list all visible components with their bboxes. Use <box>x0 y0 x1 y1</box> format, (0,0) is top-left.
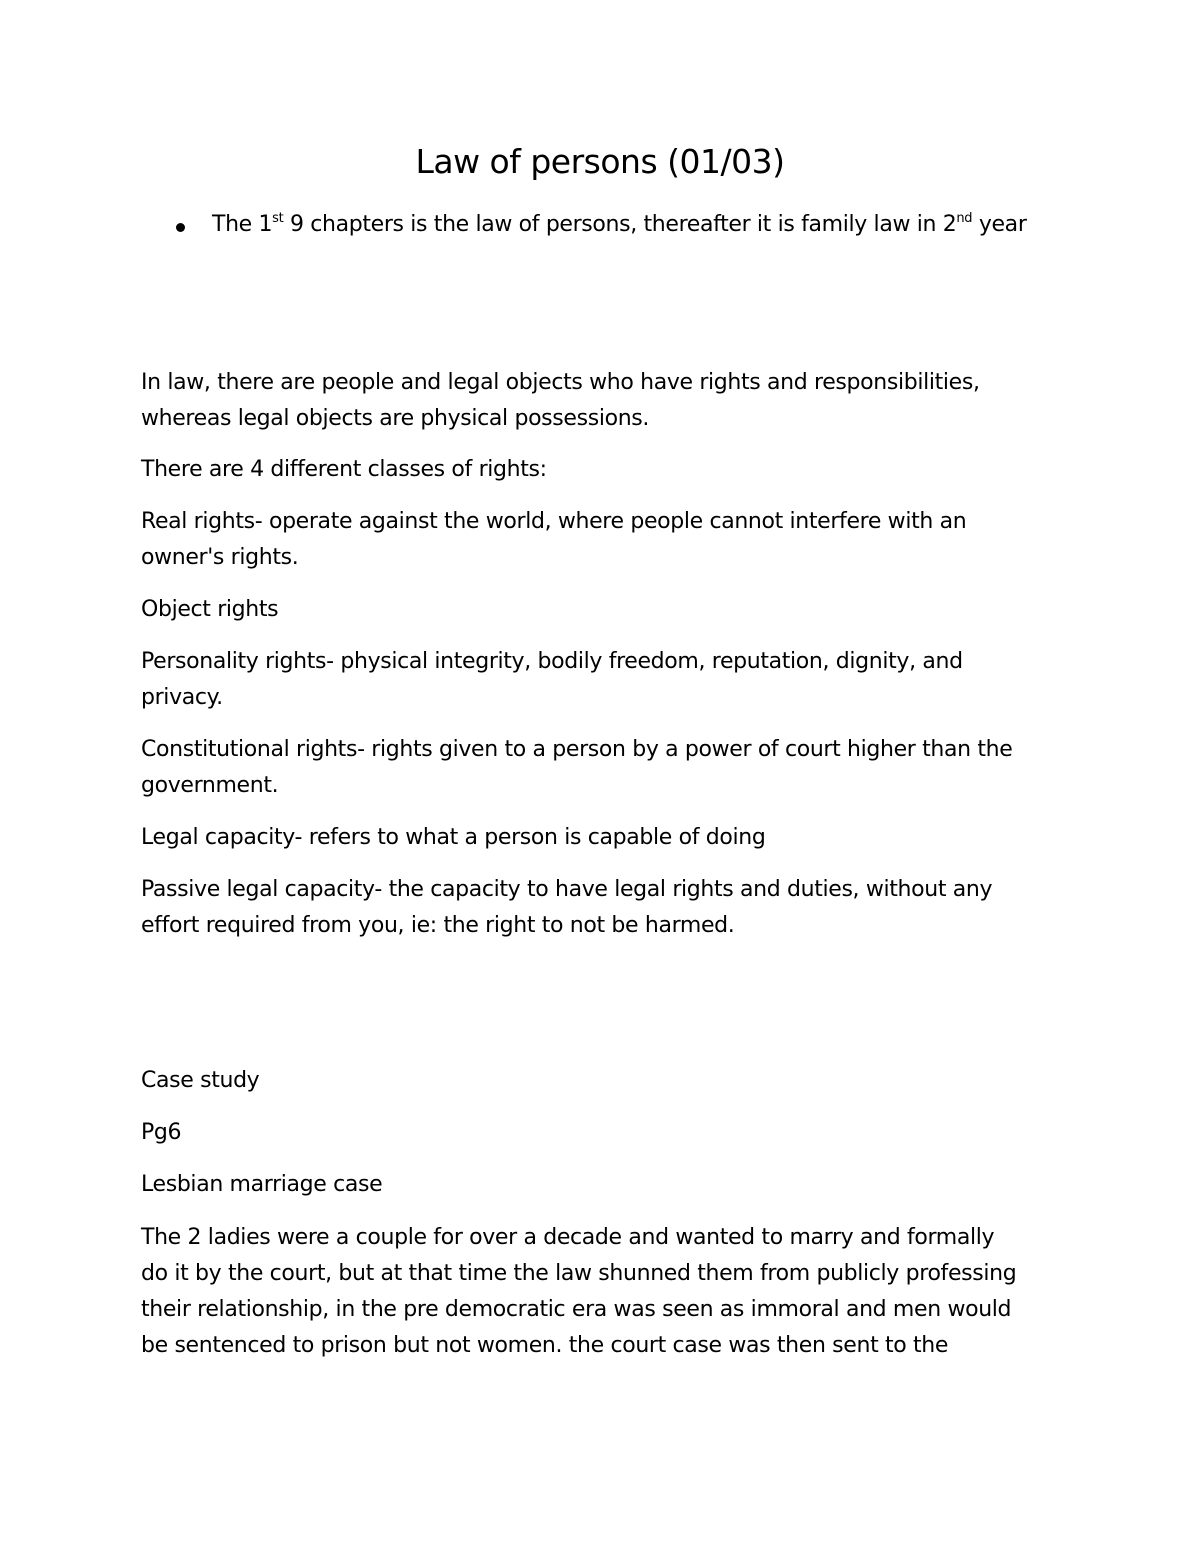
paragraph-line: whereas legal objects are physical possessions. <box>141 406 650 431</box>
paragraph-line: Passive legal capacity- the capacity to have legal rights and duties, without any <box>141 877 993 902</box>
superscript-nd: nd <box>956 211 973 226</box>
paragraph-page-reference <box>141 1115 1071 1151</box>
bullet-text-part: 9 chapters is the law of persons, thereafter it is family law in 2 <box>283 212 957 237</box>
superscript-st: st <box>272 211 284 226</box>
paragraph-line: Constitutional rights- rights given to a person by a power of court higher than the <box>141 737 1013 762</box>
paragraph-line: The 2 ladies were a couple for over a decade and wanted to marry and formally <box>141 1225 995 1250</box>
paragraph-legal-capacity <box>141 820 1071 856</box>
paragraph-line: There are 4 different classes of rights: <box>141 457 547 482</box>
paragraph-line: effort required from you, ie: the right to not be harmed. <box>141 913 735 938</box>
paragraph-case-study <box>141 1063 1071 1099</box>
paragraph-line: Object rights <box>141 597 279 622</box>
paragraph-line: Personality rights- physical integrity, bodily freedom, reputation, dignity, and <box>141 649 963 674</box>
paragraph-line: Pg6 <box>141 1120 182 1145</box>
paragraph-personality-rights <box>141 644 1071 716</box>
paragraph-line: In law, there are people and legal objects who have rights and responsibilities, <box>141 370 980 395</box>
paragraph-passive-legal-capacity <box>141 872 1071 944</box>
page-title: Law of persons (01/03) <box>415 142 785 181</box>
paragraph-classes-of-rights <box>141 452 1071 488</box>
paragraph-line: Lesbian marriage case <box>141 1172 383 1197</box>
bullet-text-part: The 1 <box>212 212 273 237</box>
paragraph-people-and-objects <box>141 365 1071 437</box>
bullet-point-icon <box>176 223 185 232</box>
bullet-item <box>212 212 1027 237</box>
paragraph-line: Legal capacity- refers to what a person is capable of doing <box>141 825 766 850</box>
paragraph-line: owner's rights. <box>141 545 299 570</box>
paragraph-line: do it by the court, but at that time the law shunned them from publicly professing <box>141 1261 1017 1286</box>
paragraph-object-rights <box>141 592 1071 628</box>
paragraph-case-description <box>141 1220 1071 1364</box>
paragraph-line: be sentenced to prison but not women. the court case was then sent to the <box>141 1333 949 1358</box>
paragraph-case-name <box>141 1167 1071 1203</box>
paragraph-line: government. <box>141 773 279 798</box>
paragraph-line: privacy. <box>141 685 223 710</box>
bullet-text-part: year <box>972 212 1027 237</box>
paragraph-constitutional-rights <box>141 732 1071 804</box>
paragraph-real-rights <box>141 504 1071 576</box>
paragraph-line: Case study <box>141 1068 260 1093</box>
paragraph-line: their relationship, in the pre democratic era was seen as immoral and men would <box>141 1297 1012 1322</box>
paragraph-line: Real rights- operate against the world, where people cannot interfere with an <box>141 509 967 534</box>
